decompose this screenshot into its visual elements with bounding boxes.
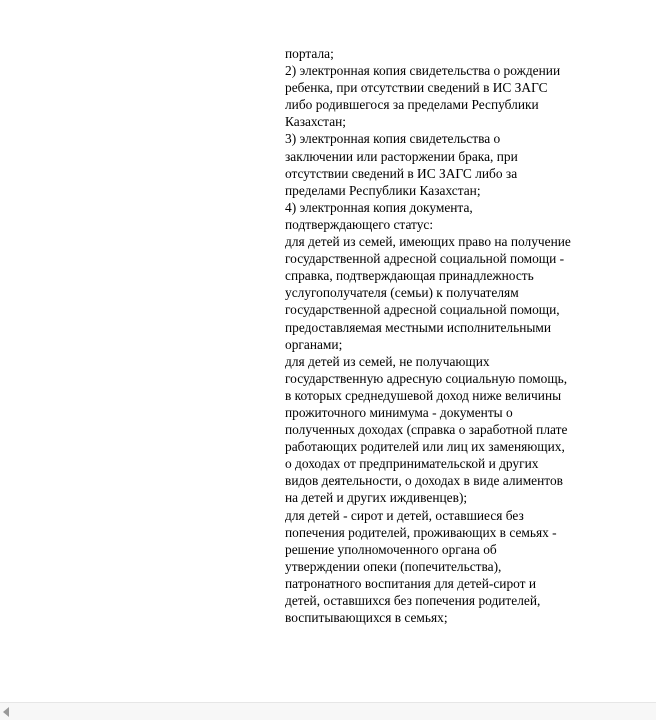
text-line: работающих родителей или лиц их заменяющих,: [285, 439, 565, 455]
text-line: воспитывающихся в семьях;: [285, 610, 448, 626]
text-line: прожиточного минимума - документы о: [285, 404, 513, 420]
text-line: Казахстан;: [285, 114, 347, 130]
text-line: органами;: [285, 336, 343, 352]
text-line: услугополучателя (семьи) к получателям: [285, 285, 519, 301]
text-line: патронатного воспитания для детей-сирот и: [285, 575, 537, 591]
text-line: 2) электронная копия свидетельства о рождении: [285, 63, 561, 79]
text-line: 4) электронная копия документа,: [285, 199, 473, 215]
text-line: отсутствии сведений в ИС ЗАГС либо за: [285, 165, 518, 181]
text-line: ребенка, при отсутствии сведений в ИС ЗАГС: [285, 80, 548, 96]
text-line: заключении или расторжении брака, при: [285, 148, 518, 164]
text-line: справка, подтверждающая принадлежность: [285, 268, 534, 284]
text-line: либо родившегося за пределами Республики: [285, 97, 539, 113]
text-line: подтверждающего статус:: [285, 216, 434, 232]
text-line: государственной адресной социальной помощи -: [285, 251, 565, 267]
text-line: в которых среднедушевой доход ниже величины: [285, 387, 562, 403]
text-line: попечения родителей, проживающих в семьях -: [285, 524, 557, 540]
horizontal-scrollbar[interactable]: [0, 702, 656, 720]
scroll-left-arrow-icon[interactable]: [3, 707, 9, 717]
text-line: пределами Республики Казахстан;: [285, 182, 481, 198]
text-line: предоставляемая местными исполнительными: [285, 319, 552, 335]
text-line: на детей и других иждивенцев);: [285, 490, 468, 506]
text-line: государственной адресной социальной помощи,: [285, 302, 560, 318]
text-line: для детей из семей, имеющих право на получение: [285, 234, 571, 250]
document-text: [285, 45, 625, 626]
text-line: государственную адресную социальную помощь,: [285, 370, 568, 386]
text-line: 3) электронная копия свидетельства о: [285, 131, 501, 147]
text-line: о доходах от предпринимательской и других: [285, 456, 539, 472]
text-line: видов деятельности, о доходах в виде алиментов: [285, 473, 563, 489]
text-line: портала;: [285, 46, 334, 61]
text-line: детей, оставшихся без попечения родителей,: [285, 593, 541, 608]
text-line: для детей - сирот и детей, оставшиеся без: [285, 507, 524, 523]
text-line: решение уполномоченного органа об: [285, 541, 497, 557]
text-line: утверждении опеки (попечительства),: [285, 558, 502, 574]
text-line: полученных доходах (справка о заработной плате: [285, 422, 568, 438]
text-line: для детей из семей, не получающих: [285, 353, 490, 369]
